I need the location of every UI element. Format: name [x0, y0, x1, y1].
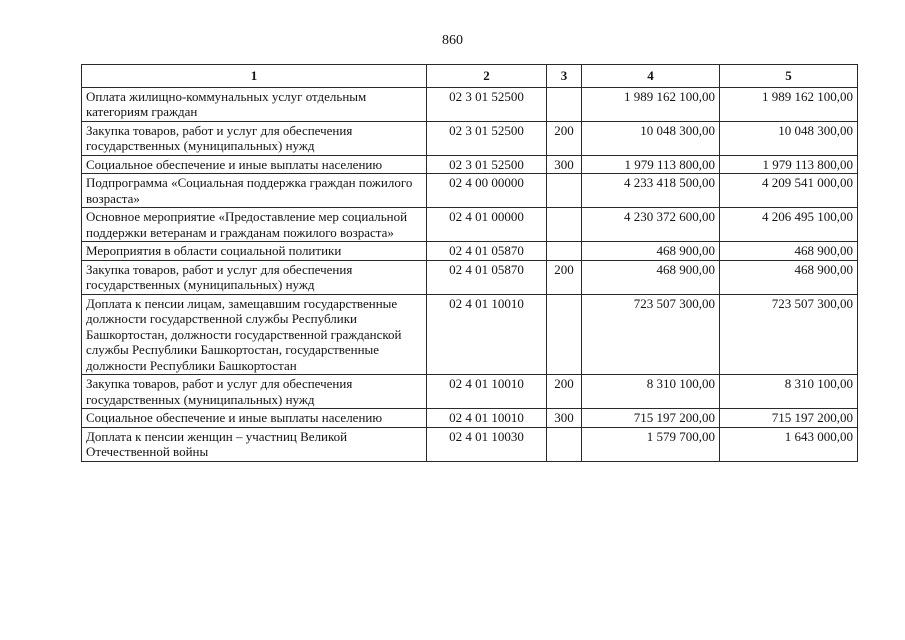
- row-amount-1: 1 989 162 100,00: [582, 87, 720, 121]
- table-row: [82, 260, 858, 294]
- row-name: Основное мероприятие «Предоставление мер социальной поддержки ветеранам и гражданам пожилого возраста»: [82, 208, 427, 242]
- row-type: 200: [547, 375, 582, 409]
- row-amount-2: 468 900,00: [720, 242, 858, 261]
- row-type: [547, 174, 582, 208]
- row-code: 02 3 01 52500: [427, 155, 547, 174]
- row-type: [547, 208, 582, 242]
- row-name: Закупка товаров, работ и услуг для обеспечения государственных (муниципальных) нужд: [82, 260, 427, 294]
- row-amount-1: 10 048 300,00: [582, 121, 720, 155]
- row-code: 02 4 01 00000: [427, 208, 547, 242]
- row-amount-1: 1 979 113 800,00: [582, 155, 720, 174]
- column-header-3: 3: [547, 65, 582, 88]
- table-row: [82, 155, 858, 174]
- row-type: 300: [547, 409, 582, 428]
- row-code: 02 4 01 10030: [427, 427, 547, 461]
- page-number: 860: [442, 33, 463, 48]
- row-name: Оплата жилищно-коммунальных услуг отдельным категориям граждан: [82, 87, 427, 121]
- row-amount-2: 1 979 113 800,00: [720, 155, 858, 174]
- row-name: Закупка товаров, работ и услуг для обеспечения государственных (муниципальных) нужд: [82, 121, 427, 155]
- row-amount-1: 4 233 418 500,00: [582, 174, 720, 208]
- row-amount-2: 723 507 300,00: [720, 294, 858, 375]
- row-code: 02 4 01 05870: [427, 242, 547, 261]
- row-type: 200: [547, 260, 582, 294]
- row-amount-1: 723 507 300,00: [582, 294, 720, 375]
- header-row: [82, 65, 858, 88]
- row-amount-2: 715 197 200,00: [720, 409, 858, 428]
- table-row: [82, 375, 858, 409]
- row-amount-2: 10 048 300,00: [720, 121, 858, 155]
- table-row: [82, 174, 858, 208]
- row-type: [547, 427, 582, 461]
- table-row: [82, 87, 858, 121]
- row-name: Доплата к пенсии женщин – участниц Великой Отечественной войны: [82, 427, 427, 461]
- column-header-1: 1: [82, 65, 427, 88]
- row-amount-2: 8 310 100,00: [720, 375, 858, 409]
- row-name: Социальное обеспечение и иные выплаты населению: [82, 155, 427, 174]
- row-code: 02 4 01 10010: [427, 294, 547, 375]
- row-amount-1: 1 579 700,00: [582, 427, 720, 461]
- table-row: [82, 242, 858, 261]
- row-amount-1: 4 230 372 600,00: [582, 208, 720, 242]
- row-type: [547, 242, 582, 261]
- row-amount-1: 715 197 200,00: [582, 409, 720, 428]
- row-code: 02 4 01 10010: [427, 375, 547, 409]
- row-amount-2: 4 209 541 000,00: [720, 174, 858, 208]
- row-amount-1: 8 310 100,00: [582, 375, 720, 409]
- column-header-5: 5: [720, 65, 858, 88]
- row-name: Подпрограмма «Социальная поддержка граждан пожилого возраста»: [82, 174, 427, 208]
- table-row: [82, 121, 858, 155]
- row-amount-2: 1 989 162 100,00: [720, 87, 858, 121]
- table-row: [82, 427, 858, 461]
- row-amount-2: 468 900,00: [720, 260, 858, 294]
- row-type: 300: [547, 155, 582, 174]
- row-amount-2: 1 643 000,00: [720, 427, 858, 461]
- row-name: Закупка товаров, работ и услуг для обеспечения государственных (муниципальных) нужд: [82, 375, 427, 409]
- row-code: 02 4 00 00000: [427, 174, 547, 208]
- row-name: Доплата к пенсии лицам, замещавшим государственные должности государственной службы Республики Башкортостан, должности государственной гражданской службы Республики Башкортостан, государственные должности Республики Башкортостан: [82, 294, 427, 375]
- row-code: 02 3 01 52500: [427, 87, 547, 121]
- row-code: 02 3 01 52500: [427, 121, 547, 155]
- row-amount-2: 4 206 495 100,00: [720, 208, 858, 242]
- row-type: 200: [547, 121, 582, 155]
- row-code: 02 4 01 05870: [427, 260, 547, 294]
- row-code: 02 4 01 10010: [427, 409, 547, 428]
- row-name: Социальное обеспечение и иные выплаты населению: [82, 409, 427, 428]
- table-row: [82, 294, 858, 375]
- table-row: [82, 208, 858, 242]
- row-type: [547, 87, 582, 121]
- table-row: [82, 409, 858, 428]
- column-header-2: 2: [427, 65, 547, 88]
- row-amount-1: 468 900,00: [582, 260, 720, 294]
- budget-table: [81, 64, 858, 462]
- row-name: Мероприятия в области социальной политики: [82, 242, 427, 261]
- row-type: [547, 294, 582, 375]
- column-header-4: 4: [582, 65, 720, 88]
- row-amount-1: 468 900,00: [582, 242, 720, 261]
